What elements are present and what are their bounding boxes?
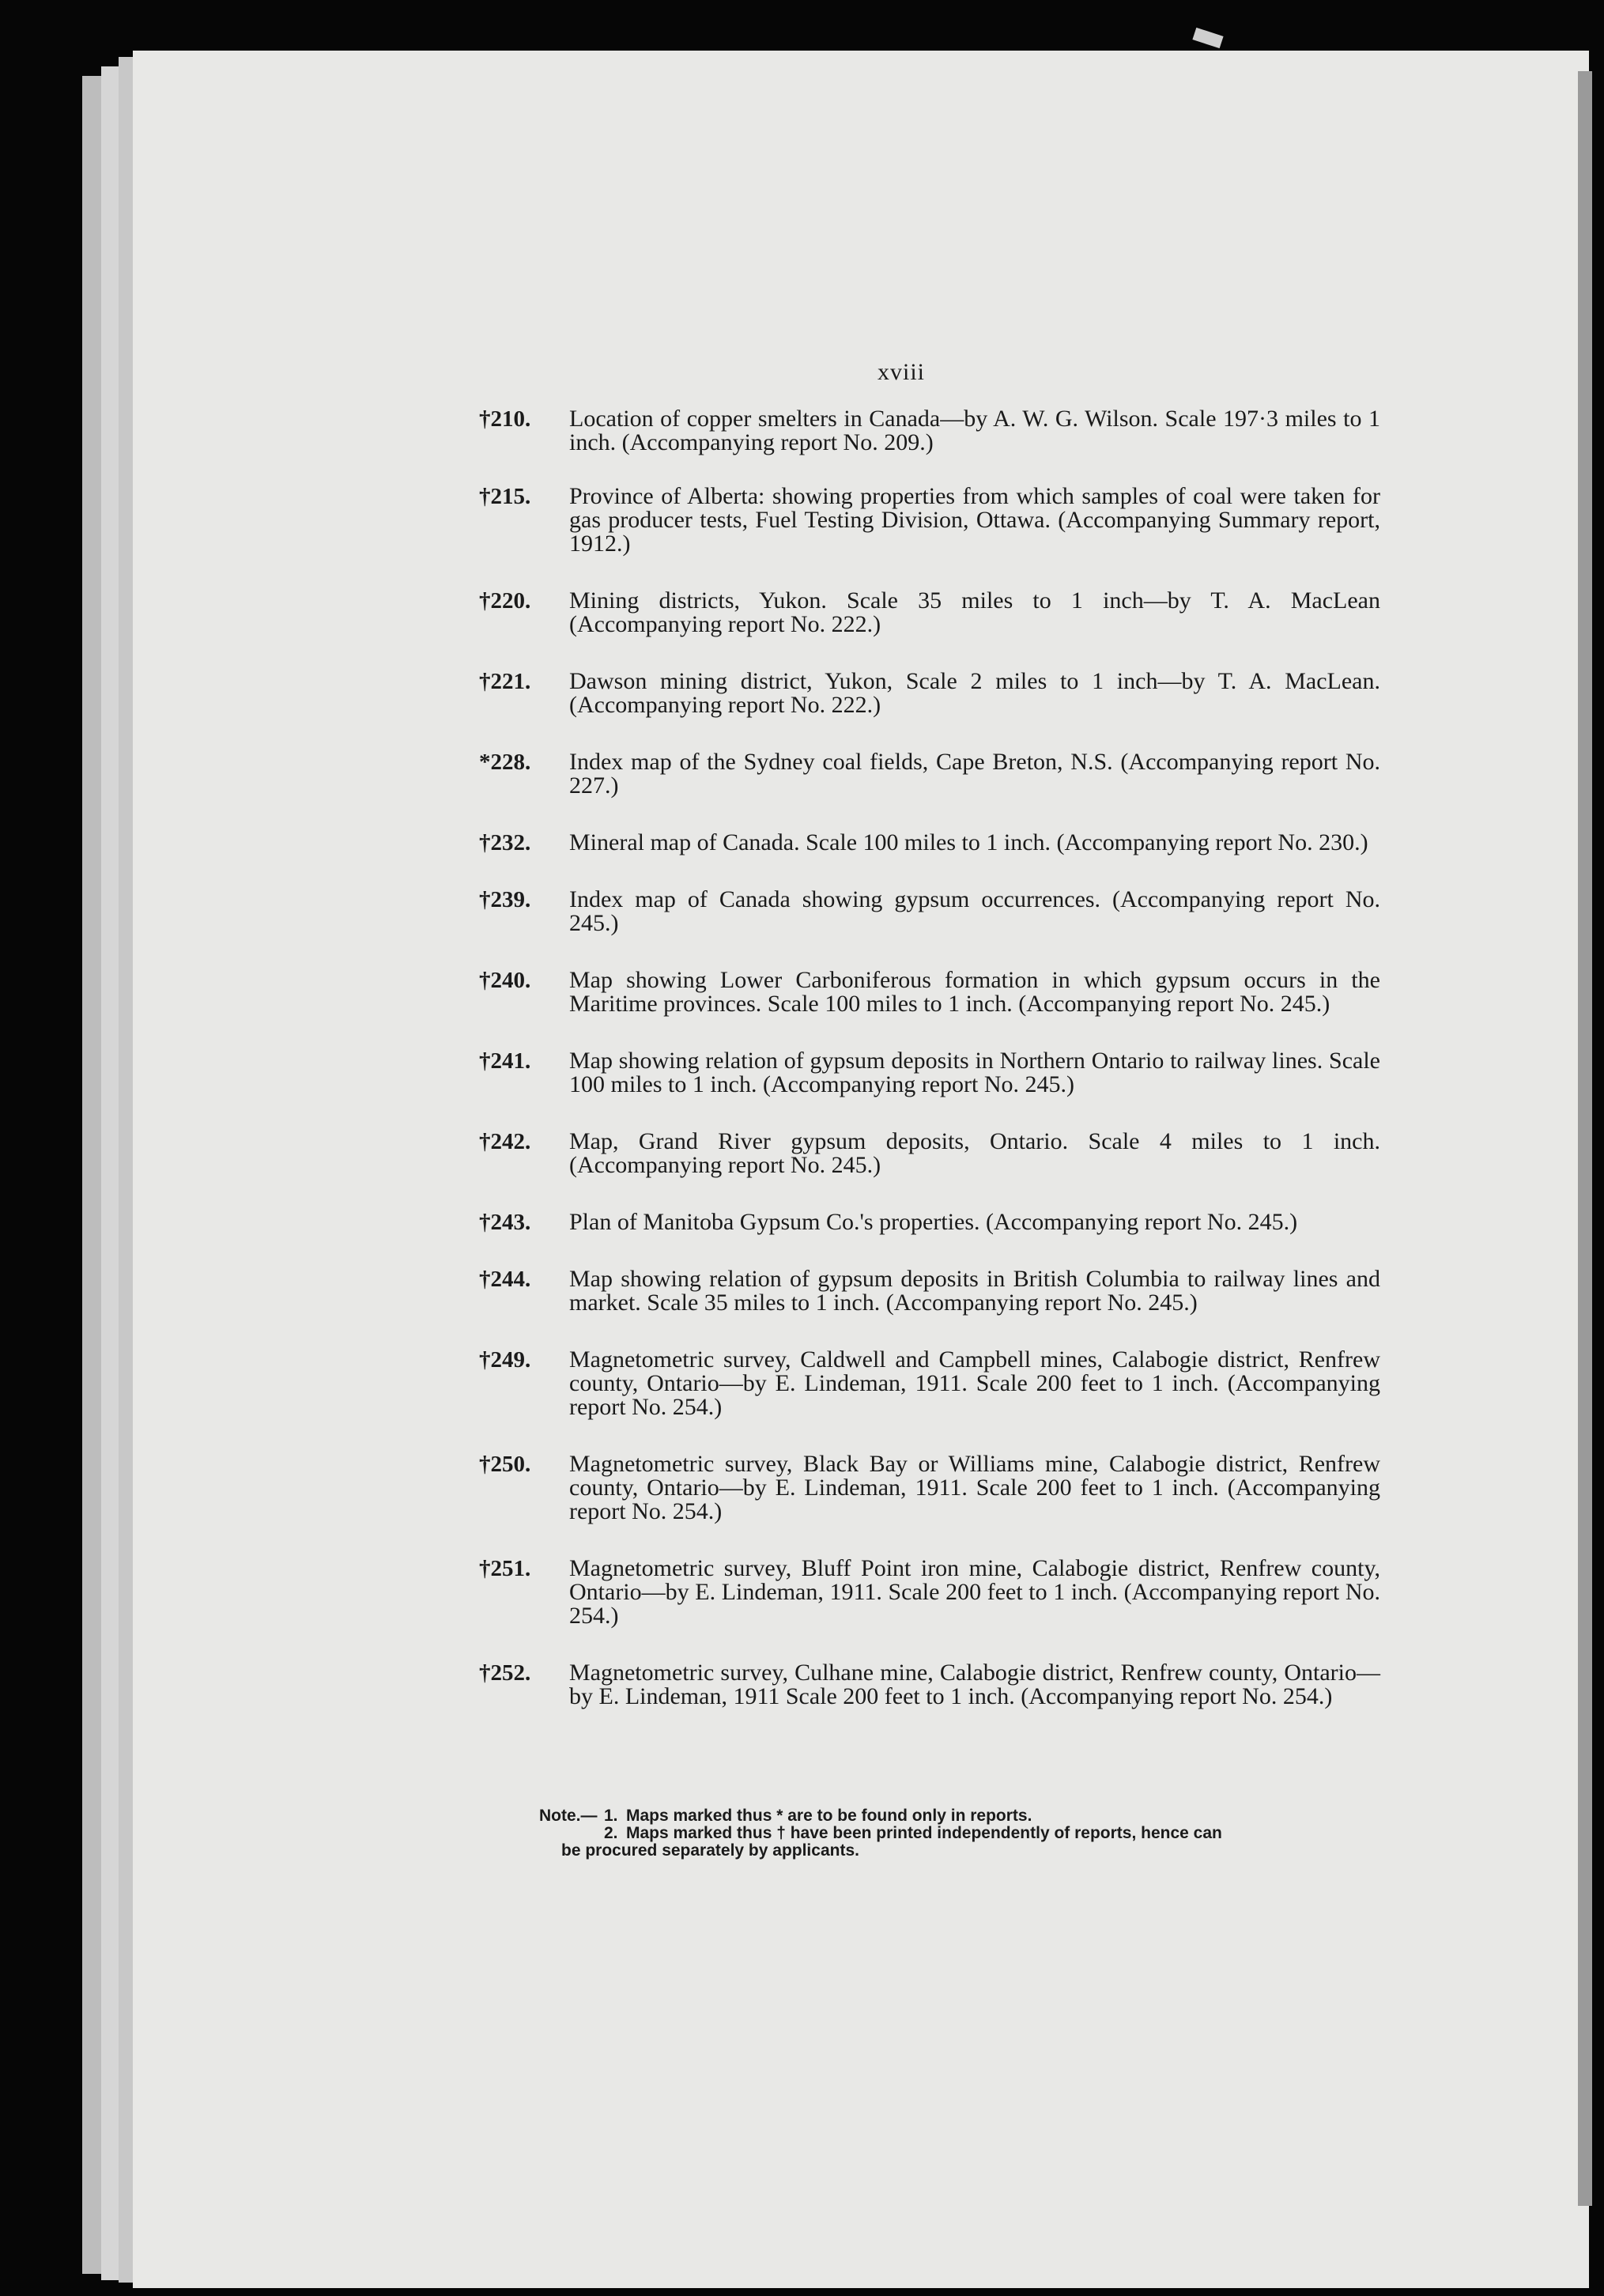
list-item [479, 1210, 1380, 1234]
footnotes [539, 1807, 1377, 1860]
entry-number: †215. [479, 484, 531, 509]
list-item [479, 831, 1380, 855]
entry-text: Magnetometric survey, Bluff Point iron mine, Calabogie district, Renfrew county, Ontario—by E. Lindeman, 1911. Scale 200 feet to 1 inch. (Accompanying report No. 254.) [569, 1555, 1380, 1629]
entry-text: Magnetometric survey, Culhane mine, Calabogie district, Renfrew county, Ontario—by E. Lindeman, 1911 Scale 200 feet to 1 inch. (Accompanying report No. 254.) [569, 1660, 1380, 1709]
page-edge [1578, 71, 1592, 2206]
entry-number: †252. [479, 1660, 531, 1686]
list-item [479, 1452, 1380, 1524]
entry-text: Mining districts, Yukon. Scale 35 miles to 1 inch—by T. A. MacLean (Accompanying report No. 222.) [569, 587, 1380, 637]
list-item [479, 589, 1380, 636]
list-item [479, 407, 1380, 455]
entry-number: †251. [479, 1556, 531, 1581]
footnote-text: Maps marked thus † have been printed independently of reports, hence can [626, 1824, 1222, 1842]
entry-number: †240. [479, 968, 531, 993]
entry-text: Map showing relation of gypsum deposits in British Columbia to railway lines and market. Scale 35 miles to 1 inch. (Accompanying report No. 245.) [569, 1266, 1380, 1316]
entry-text: Location of copper smelters in Canada—by A. W. G. Wilson. Scale 197·3 miles to 1 inch. (Accompanying report No. 209.) [569, 406, 1380, 455]
entry-text: Province of Alberta: showing properties from which samples of coal were taken for gas producer tests, Fuel Testing Division, Ottawa. (Accompanying Summary report, 1912.) [569, 483, 1380, 557]
map-list [479, 407, 1380, 1742]
list-item [479, 1267, 1380, 1315]
entry-text: Dawson mining district, Yukon, Scale 2 miles to 1 inch—by T. A. MacLean. (Accompanying report No. 222.) [569, 668, 1380, 718]
list-item [479, 1348, 1380, 1419]
entry-text: Map showing Lower Carboniferous formation in which gypsum occurs in the Maritime provinces. Scale 100 miles to 1 inch. (Accompanying report No. 245.) [569, 967, 1380, 1017]
entry-number: †232. [479, 830, 531, 855]
list-item [479, 1049, 1380, 1097]
list-item [479, 1557, 1380, 1628]
footnote-text: Maps marked thus * are to be found only in reports. [626, 1807, 1032, 1825]
footnote-item [539, 1825, 1377, 1842]
entry-text: Index map of the Sydney coal fields, Cape Breton, N.S. (Accompanying report No. 227.) [569, 749, 1380, 799]
entry-number: †221. [479, 669, 531, 694]
entry-text: Index map of Canada showing gypsum occurrences. (Accompanying report No. 245.) [569, 886, 1380, 936]
list-item [479, 485, 1380, 556]
entry-number: †249. [479, 1347, 531, 1373]
list-item [479, 670, 1380, 717]
footnote-lead: Note.— [539, 1807, 598, 1825]
list-item [479, 1130, 1380, 1177]
entry-number: †250. [479, 1452, 531, 1477]
list-item [479, 969, 1380, 1016]
footnote-item [539, 1807, 1377, 1825]
footnote-continuation: be procured separately by applicants. [561, 1841, 859, 1860]
entry-text: Mineral map of Canada. Scale 100 miles to 1 inch. (Accompanying report No. 230.) [569, 829, 1368, 855]
entry-number: †243. [479, 1210, 531, 1235]
entry-text: Magnetometric survey, Black Bay or Williams mine, Calabogie district, Renfrew county, Ontario—by E. Lindeman, 1911. Scale 200 feet to 1 inch. (Accompanying report No. 254.) [569, 1451, 1380, 1524]
entry-number: †220. [479, 588, 531, 614]
scan-artifact [1192, 28, 1223, 48]
entry-text: Map, Grand River gypsum deposits, Ontario. Scale 4 miles to 1 inch. (Accompanying report No. 245.) [569, 1128, 1380, 1178]
entry-number: †239. [479, 887, 531, 912]
entry-text: Plan of Manitoba Gypsum Co.'s properties. (Accompanying report No. 245.) [569, 1209, 1298, 1235]
footnote-number: 2. [604, 1824, 618, 1842]
entry-text: Magnetometric survey, Caldwell and Campbell mines, Calabogie district, Renfrew county, Ontario—by E. Lindeman, 1911. Scale 200 feet to 1 inch. (Accompanying report No. 254.) [569, 1346, 1380, 1420]
entry-number: †210. [479, 406, 531, 432]
entry-text: Map showing relation of gypsum deposits in Northern Ontario to railway lines. Scale 100 miles to 1 inch. (Accompanying report No. 245.) [569, 1048, 1380, 1097]
list-item [479, 1661, 1380, 1709]
entry-number: †244. [479, 1267, 531, 1292]
entry-number: †241. [479, 1048, 531, 1074]
list-item [479, 888, 1380, 935]
footnote-number: 1. [604, 1807, 618, 1825]
list-item [479, 750, 1380, 798]
entry-number: †242. [479, 1129, 531, 1154]
entry-number: *228. [479, 750, 531, 775]
page-folio: xviii [877, 359, 926, 385]
